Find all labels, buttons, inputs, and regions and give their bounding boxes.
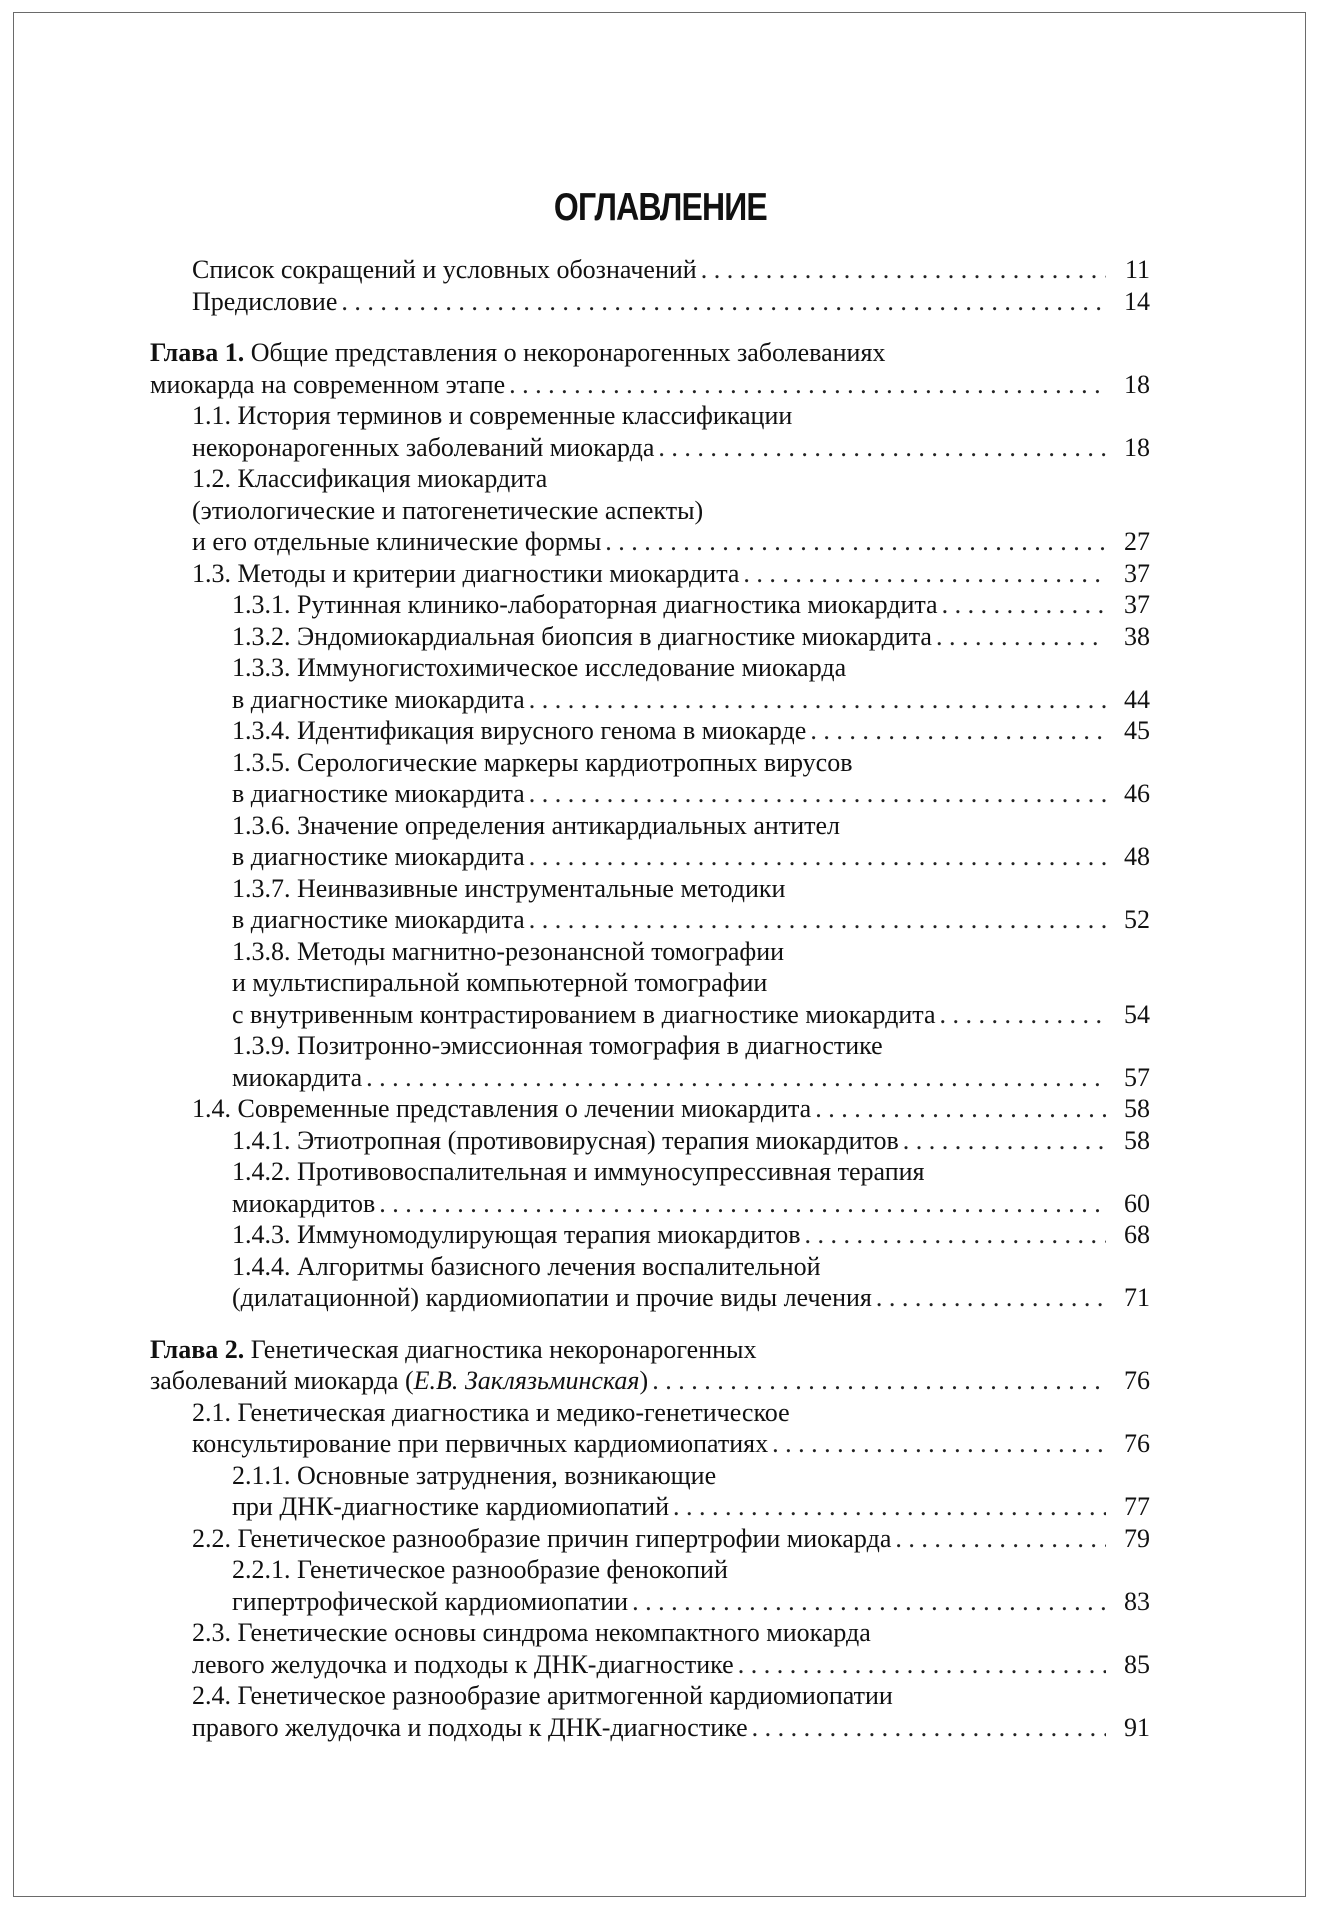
leader-dots bbox=[738, 1649, 1106, 1681]
toc-page-number: 68 bbox=[1124, 1220, 1150, 1249]
toc-entry-title: 1.3.9. Позитронно-эмиссионная томография в диагностике bbox=[232, 1031, 883, 1060]
toc-entry-title: в диагностике миокардита bbox=[232, 842, 525, 871]
toc-entry[interactable] bbox=[150, 684, 1150, 716]
toc-entry[interactable] bbox=[150, 1125, 1150, 1157]
author-name: Е.В. Заклязьминская bbox=[413, 1366, 640, 1395]
toc-page-number: 46 bbox=[1124, 779, 1150, 808]
chapter-label: Глава 1. bbox=[150, 338, 245, 367]
toc-page-number: 76 bbox=[1124, 1429, 1150, 1458]
leader-dots bbox=[658, 432, 1106, 464]
toc-entry[interactable] bbox=[150, 1062, 1150, 1094]
toc-entry-title: в диагностике миокардита bbox=[232, 779, 525, 808]
toc-entry[interactable] bbox=[150, 621, 1150, 653]
toc-entry-title: с внутривенным контрастированием в диагностике миокардита bbox=[232, 999, 936, 1029]
toc-entry[interactable] bbox=[150, 1365, 1150, 1397]
toc-entry-title: Предисловие bbox=[192, 286, 338, 316]
toc-entry-title: 1.4.1. Этиотропная (противовирусная) терапия миокардитов bbox=[232, 1125, 899, 1155]
toc-page-number: 83 bbox=[1124, 1586, 1150, 1616]
toc-entry-line[interactable] bbox=[150, 400, 1150, 432]
toc-entry-title: некоронарогенных заболеваний миокарда bbox=[192, 432, 655, 462]
toc-entry-title: миокардитов bbox=[232, 1188, 376, 1218]
toc-page-number: 91 bbox=[1124, 1712, 1150, 1742]
toc-entry-line[interactable] bbox=[150, 967, 1150, 999]
toc-entry[interactable] bbox=[150, 999, 1150, 1031]
toc-entry-title: и его отдельные клинические формы bbox=[192, 527, 602, 556]
toc-page-number: 11 bbox=[1124, 255, 1150, 284]
toc-entry-line[interactable] bbox=[150, 1680, 1150, 1712]
toc-page-number: 38 bbox=[1124, 621, 1150, 651]
toc-page-number: 37 bbox=[1124, 558, 1150, 588]
leader-dots bbox=[940, 999, 1107, 1031]
toc-page-number: 14 bbox=[1124, 286, 1150, 316]
toc-entry[interactable] bbox=[150, 1649, 1150, 1681]
toc-entry-title: миокардита bbox=[232, 1062, 363, 1092]
toc-entry-title: Генетическая диагностика некоронарогенных bbox=[250, 1334, 757, 1364]
leader-dots bbox=[876, 1282, 1106, 1314]
leader-dots bbox=[529, 904, 1106, 936]
toc-entry-title: в диагностике миокардита bbox=[232, 905, 525, 934]
toc-entry-title: 1.4.2. Противовоспалительная и иммуносупрессивная терапия bbox=[232, 1157, 925, 1186]
leader-dots bbox=[529, 778, 1106, 810]
leader-dots bbox=[895, 1523, 1106, 1555]
toc-entry-title: заболеваний миокарда ( bbox=[150, 1366, 414, 1395]
table-of-contents bbox=[150, 254, 1150, 1743]
toc-entry[interactable] bbox=[150, 778, 1150, 810]
leader-dots bbox=[366, 1062, 1106, 1094]
toc-page-number: 37 bbox=[1124, 590, 1150, 619]
toc-entry[interactable] bbox=[150, 841, 1150, 873]
leader-dots bbox=[903, 1125, 1106, 1157]
toc-entry[interactable] bbox=[150, 1219, 1150, 1251]
leader-dots bbox=[810, 715, 1106, 747]
toc-entry[interactable] bbox=[150, 715, 1150, 747]
toc-page-number: 79 bbox=[1124, 1523, 1150, 1553]
toc-entry-line[interactable] bbox=[150, 1251, 1150, 1283]
toc-entry-title: 1.2. Классификация миокардита bbox=[192, 464, 548, 493]
toc-entry[interactable] bbox=[150, 1282, 1150, 1314]
toc-entry[interactable] bbox=[150, 432, 1150, 464]
toc-entry-title: 1.3. Методы и критерии диагностики миокардита bbox=[192, 558, 740, 588]
toc-entry[interactable] bbox=[150, 1428, 1150, 1460]
toc-entry-title: миокарда на современном этапе bbox=[150, 369, 506, 399]
toc-page-number: 44 bbox=[1124, 684, 1150, 714]
toc-entry-title: в диагностике миокардита bbox=[232, 684, 525, 714]
toc-entry-line[interactable] bbox=[150, 873, 1150, 905]
toc-entry-line[interactable] bbox=[150, 1156, 1150, 1188]
toc-entry-title: гипертрофической кардиомиопатии bbox=[232, 1586, 629, 1616]
toc-entry-title: 1.3.3. Иммуногистохимическое исследование миокарда bbox=[232, 653, 847, 682]
toc-entry-title: 2.2.1. Генетическое разнообразие фенокопий bbox=[232, 1555, 728, 1584]
toc-entry-title: 2.2. Генетическое разнообразие причин гипертрофии миокарда bbox=[192, 1523, 892, 1553]
toc-page-number: 27 bbox=[1124, 527, 1150, 556]
toc-entry-line[interactable] bbox=[150, 1617, 1150, 1649]
toc-entry-title: правого желудочка и подходы к ДНК-диагностике bbox=[192, 1712, 748, 1742]
toc-entry-title: 2.3. Генетические основы синдрома некомпактного миокарда bbox=[192, 1618, 871, 1647]
toc-entry-line[interactable] bbox=[150, 652, 1150, 684]
leader-dots bbox=[701, 254, 1106, 286]
toc-entry-title: консультирование при первичных кардиомиопатиях bbox=[192, 1429, 769, 1458]
toc-page-number: 77 bbox=[1124, 1492, 1150, 1521]
toc-entry[interactable] bbox=[150, 1523, 1150, 1555]
toc-entry[interactable] bbox=[150, 526, 1150, 558]
toc-entry-line[interactable] bbox=[150, 495, 1150, 527]
toc-entry-title: левого желудочка и подходы к ДНК-диагностике bbox=[192, 1649, 734, 1679]
toc-entry-title: и мультиспиральной компьютерной томографии bbox=[232, 968, 768, 997]
leader-dots bbox=[379, 1188, 1106, 1220]
toc-chapter-heading[interactable] bbox=[150, 337, 1150, 369]
toc-entry-title: при ДНК-диагностике кардиомиопатий bbox=[232, 1492, 670, 1521]
toc-page-number: 76 bbox=[1124, 1366, 1150, 1395]
toc-entry[interactable] bbox=[150, 904, 1150, 936]
toc-page-number: 54 bbox=[1124, 999, 1150, 1029]
toc-entry-line[interactable] bbox=[150, 810, 1150, 842]
toc-entry[interactable] bbox=[150, 1188, 1150, 1220]
toc-entry[interactable] bbox=[150, 558, 1150, 590]
toc-page-number: 45 bbox=[1124, 716, 1150, 745]
toc-entry-title: 1.3.6. Значение определения антикардиальных антител bbox=[232, 810, 841, 840]
toc-entry[interactable] bbox=[150, 369, 1150, 401]
leader-dots bbox=[805, 1219, 1106, 1251]
leader-dots bbox=[815, 1093, 1106, 1125]
leader-dots bbox=[529, 841, 1106, 873]
toc-entry-title: 1.1. История терминов и современные классификации bbox=[192, 401, 793, 430]
toc-page-number: 71 bbox=[1124, 1283, 1150, 1312]
page-title: ОГЛАВЛЕНИЕ bbox=[553, 186, 767, 229]
leader-dots bbox=[652, 1365, 1106, 1397]
toc-page-number: 48 bbox=[1124, 842, 1150, 871]
toc-page-number: 18 bbox=[1124, 369, 1150, 399]
toc-entry-title: 1.4.4. Алгоритмы базисного лечения воспалительной bbox=[232, 1251, 821, 1281]
toc-entry[interactable] bbox=[150, 254, 1150, 286]
toc-entry-title: 1.3.1. Рутинная клинико-лабораторная диагностика миокардита bbox=[232, 590, 938, 619]
toc-entry-line[interactable] bbox=[150, 1554, 1150, 1586]
toc-entry-line[interactable] bbox=[150, 1030, 1150, 1062]
toc-chapter-heading[interactable] bbox=[150, 1334, 1150, 1366]
leader-dots bbox=[632, 1586, 1106, 1618]
toc-entry[interactable] bbox=[150, 1712, 1150, 1744]
toc-page-number: 60 bbox=[1124, 1188, 1150, 1218]
toc-entry-title: (дилатационной) кардиомиопатии и прочие виды лечения bbox=[232, 1283, 872, 1312]
toc-page-number: 58 bbox=[1124, 1125, 1150, 1155]
toc-entry-title: 1.3.8. Методы магнитно-резонансной томографии bbox=[232, 936, 785, 966]
toc-entry-title: 1.4.3. Иммуномодулирующая терапия миокардитов bbox=[232, 1220, 801, 1249]
toc-entry-title: 1.4. Современные представления о лечении миокардита bbox=[192, 1094, 812, 1123]
toc-entry-line[interactable] bbox=[150, 1460, 1150, 1492]
toc-entry-title: 1.3.4. Идентификация вирусного генома в миокарде bbox=[232, 716, 807, 745]
toc-entry-line[interactable] bbox=[150, 936, 1150, 968]
toc-page-number: 52 bbox=[1124, 905, 1150, 934]
toc-page-number: 58 bbox=[1124, 1094, 1150, 1123]
toc-entry-line[interactable] bbox=[150, 747, 1150, 779]
leader-dots bbox=[529, 684, 1106, 716]
toc-page-number: 85 bbox=[1124, 1649, 1150, 1679]
toc-entry-title: 2.1.1. Основные затруднения, возникающие bbox=[232, 1460, 717, 1490]
toc-page-number: 57 bbox=[1124, 1062, 1150, 1092]
toc-entry-title: Список сокращений и условных обозначений bbox=[192, 255, 697, 284]
toc-entry[interactable] bbox=[150, 589, 1150, 621]
toc-entry[interactable] bbox=[150, 1491, 1150, 1523]
toc-entry-title: 2.4. Генетическое разнообразие аритмогенной кардиомиопатии bbox=[192, 1681, 893, 1710]
toc-entry[interactable] bbox=[150, 1093, 1150, 1125]
leader-dots bbox=[942, 589, 1106, 621]
toc-entry-title: 1.3.5. Серологические маркеры кардиотропных вирусов bbox=[232, 747, 853, 777]
leader-dots bbox=[936, 621, 1106, 653]
toc-entry-title: 1.3.2. Эндомиокардиальная биопсия в диагностике миокардита bbox=[232, 621, 932, 651]
leader-dots bbox=[752, 1712, 1106, 1744]
toc-entry[interactable] bbox=[150, 1586, 1150, 1618]
toc-entry-title: (этиологические и патогенетические аспекты) bbox=[192, 495, 704, 525]
toc-entry-title: 2.1. Генетическая диагностика и медико-генетическое bbox=[192, 1397, 790, 1427]
toc-page-number: 18 bbox=[1124, 432, 1150, 462]
toc-entry-title: ) bbox=[639, 1366, 649, 1395]
leader-dots bbox=[605, 526, 1106, 558]
toc-entry-line[interactable] bbox=[150, 463, 1150, 495]
chapter-label: Глава 2. bbox=[150, 1334, 245, 1364]
toc-entry-title: Общие представления о некоронарогенных заболеваниях bbox=[250, 338, 886, 367]
leader-dots bbox=[509, 369, 1106, 401]
leader-dots bbox=[743, 558, 1106, 590]
toc-entry-title: 1.3.7. Неинвазивные инструментальные методики bbox=[232, 873, 786, 903]
toc-entry[interactable] bbox=[150, 286, 1150, 318]
leader-dots bbox=[673, 1491, 1106, 1523]
leader-dots bbox=[772, 1428, 1106, 1460]
toc-entry-line[interactable] bbox=[150, 1397, 1150, 1429]
leader-dots bbox=[341, 286, 1106, 318]
